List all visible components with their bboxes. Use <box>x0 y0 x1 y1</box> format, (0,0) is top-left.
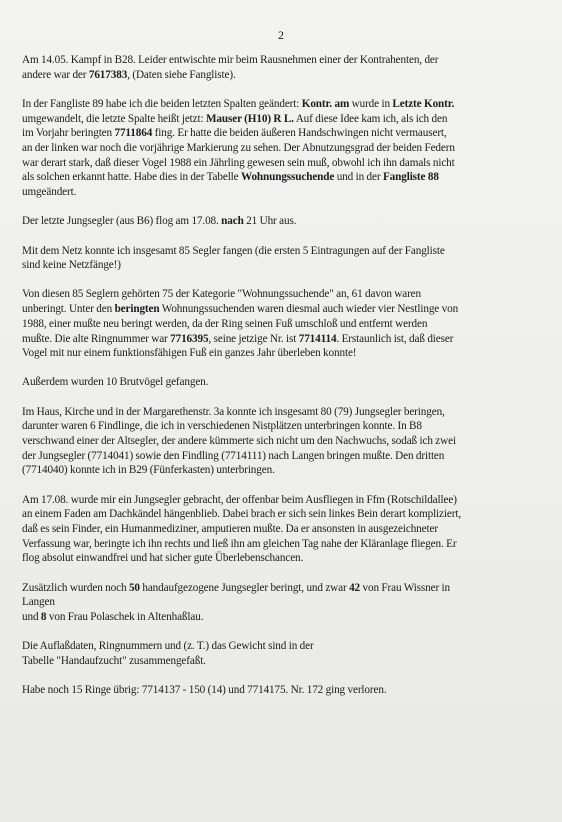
text-segment: Langen <box>22 596 55 609</box>
text-line <box>22 610 534 625</box>
text-line <box>22 185 534 200</box>
page-number: 2 <box>278 28 284 42</box>
text-segment: flog absolut einwandfrei und hat sicher gute Überlebenschancen. <box>22 552 304 565</box>
text-line <box>22 97 534 112</box>
text-segment: und in der <box>334 171 383 184</box>
text-line <box>22 683 534 698</box>
bold-text: 8 <box>40 611 47 624</box>
paragraph <box>22 493 534 567</box>
text-segment: mußte. Die alte Ringnummer war <box>22 332 171 345</box>
text-segment: darunter waren 6 Findlinge, die ich in verschiedenen Nistplätzen unterbringen konnte. In B8 <box>22 420 422 433</box>
text-segment: Der letzte Jungsegler (aus B6) flog am 17.08. <box>22 215 222 228</box>
text-segment: wurde in <box>349 97 393 110</box>
text-segment: an der linken war noch die vorjährige Markierung zu sehen. Der Abnutzungsgrad der beiden Federn <box>22 142 455 155</box>
text-line <box>22 551 534 566</box>
paragraph <box>22 581 534 625</box>
text-line <box>22 419 534 434</box>
text-segment: . Erstaunlich ist, daß dieser <box>336 332 454 345</box>
text-segment: , seine jetzige Nr. ist <box>208 332 299 345</box>
text-segment: unberingt. Unter den <box>22 303 115 316</box>
text-line <box>22 170 534 185</box>
bold-text: Mauser (H10) R L. <box>205 112 294 125</box>
text-segment: umgeändert. <box>22 186 77 199</box>
text-segment: Im Haus, Kirche und in der Margarethenstr. 3a konnte ich insgesamt 80 (79) Jungsegler beringen, <box>22 405 445 418</box>
text-line <box>22 244 534 259</box>
paragraph <box>22 639 534 668</box>
paragraph <box>22 405 534 479</box>
paragraph <box>22 53 534 82</box>
paragraph <box>22 214 534 229</box>
text-segment: In der Fangliste 89 habe ich die beiden letzten Spalten geändert: <box>22 97 302 110</box>
paragraph <box>22 244 534 273</box>
text-segment: Die Auflaßdaten, Ringnummern und (z. T.) das Gewicht sind in der <box>22 640 314 653</box>
text-segment: Auf diese Idee kam ich, als ich den <box>293 112 448 125</box>
text-line <box>22 493 534 508</box>
text-line <box>22 434 534 449</box>
text-line <box>22 581 534 596</box>
bold-text: 42 <box>349 581 361 594</box>
text-line <box>22 507 534 522</box>
document-body <box>22 53 534 712</box>
text-segment: Wohnungssuchenden waren diesmal auch wieder vier Nestlinge von <box>159 303 459 316</box>
text-line <box>22 112 534 127</box>
bold-text: 50 <box>128 581 140 594</box>
text-line <box>22 141 534 156</box>
text-line <box>22 332 534 347</box>
text-line <box>22 68 534 83</box>
text-segment: von Frau Wissner in <box>360 581 451 594</box>
text-line <box>22 126 534 141</box>
text-line <box>22 317 534 332</box>
bold-text: Letzte Kontr. <box>392 97 455 110</box>
bold-text: Wohnungssuchende <box>241 171 335 184</box>
text-segment: als solchen erkannt hatte. Habe dies in der Tabelle <box>22 171 241 184</box>
paragraph <box>22 683 534 698</box>
text-segment: Tabelle "Handaufzucht" zusammengefaßt. <box>22 655 206 667</box>
text-line <box>22 595 534 610</box>
text-line <box>22 258 534 273</box>
text-segment: Von diesen 85 Seglern gehörten 75 der Kategorie "Wohnungssuchende" an, 61 davon waren <box>22 288 421 301</box>
text-segment: Mit dem Netz konnte ich insgesamt 85 Segler fangen (die ersten 5 Eintragungen auf der Fangliste <box>22 244 445 257</box>
text-segment: andere war der <box>22 68 89 81</box>
paragraph <box>22 287 534 361</box>
text-segment: 1988, einer mußte neu beringt werden, da der Ring seinen Fuß umschloß und entfernt werden <box>22 317 428 330</box>
text-segment: umgewandelt, die letzte Spalte heißt jetzt: <box>22 112 206 125</box>
text-segment: handaufgezogene Jungsegler beringt, und zwar <box>139 581 350 594</box>
text-segment: 21 Uhr aus. <box>243 215 297 228</box>
text-segment: war derart stark, daß dieser Vogel 1988 ein Jährling gewesen sein muß, obwohl ich ihn damals nicht <box>22 156 455 169</box>
text-segment: Verfassung war, beringte ich ihn rechts und ließ ihn am gleichen Tag nahe der Kläranlage fliegen. Er <box>22 537 457 550</box>
text-segment: Habe noch 15 Ringe übrig: 7714137 - 150 (14) und 7714175. Nr. 172 ging verloren. <box>22 684 387 697</box>
text-segment: von Frau Polaschek in Altenhaßlau. <box>46 611 204 624</box>
text-segment: Am 14.05. Kampf in B28. Leider entwischte mir beim Rausnehmen einer der Kontrahenten, der <box>22 54 439 66</box>
text-segment: und <box>22 611 41 624</box>
text-line <box>22 302 534 317</box>
bold-text: beringten <box>114 303 160 316</box>
text-line <box>22 449 534 464</box>
text-line <box>22 654 534 669</box>
text-segment: (7714040) konnte ich in B29 (Fünferkasten) unterbringen. <box>22 464 275 477</box>
bold-text: Kontr. am <box>301 97 350 110</box>
text-segment: Am 17.08. wurde mir ein Jungsegler gebracht, der offenbar beim Ausfliegen in Ffm (Rotschildallee) <box>22 493 457 506</box>
text-segment: Zusätzlich wurden noch <box>22 581 129 594</box>
bold-text: 7711864 <box>114 127 153 140</box>
text-segment: der Jungsegler (7714041) sowie den Findling (7714111) nach Langen bringen mußte. Den dritten <box>22 449 445 462</box>
paragraph <box>22 97 534 200</box>
text-line <box>22 639 534 654</box>
text-segment: an einem Faden am Dachkändel hängenblieb. Dabei brach er sich sein linkes Bein derart kompliziert, <box>22 508 461 521</box>
text-line <box>22 537 534 552</box>
text-segment: daß es sein Finder, ein Humanmediziner, amputieren mußte. Da er ansonsten in ausgezeichneter <box>22 523 438 536</box>
text-line <box>22 346 534 361</box>
text-segment: verschwand einer der Altsegler, der andere kümmerte sich nicht um den Nachwuchs, sodaß ich zwei <box>22 435 456 448</box>
text-line <box>22 375 534 390</box>
text-segment: sind keine Netzfänge!) <box>22 259 121 272</box>
text-line <box>22 53 534 68</box>
text-line <box>22 463 534 478</box>
text-line <box>22 156 534 171</box>
text-line <box>22 405 534 420</box>
text-line <box>22 287 534 302</box>
text-segment: Außerdem wurden 10 Brutvögel gefangen. <box>22 376 209 389</box>
paragraph <box>22 375 534 390</box>
text-line <box>22 214 534 229</box>
text-segment: fing. Er hatte die beiden äußeren Handschwingen nicht vermausert, <box>152 127 447 140</box>
text-segment: Vogel mit nur einem funktionsfähigen Fuß ein ganzes Jahr überleben konnte! <box>22 347 357 360</box>
bold-text: Fangliste 88 <box>382 171 439 184</box>
bold-text: nach <box>221 215 244 228</box>
text-line <box>22 522 534 537</box>
bold-text: 7716395 <box>170 332 209 345</box>
text-segment: im Vorjahr beringten <box>22 127 115 140</box>
bold-text: 7617383 <box>88 68 128 81</box>
bold-text: 7714114 <box>298 332 337 345</box>
text-segment: , (Daten siehe Fangliste). <box>127 68 236 81</box>
